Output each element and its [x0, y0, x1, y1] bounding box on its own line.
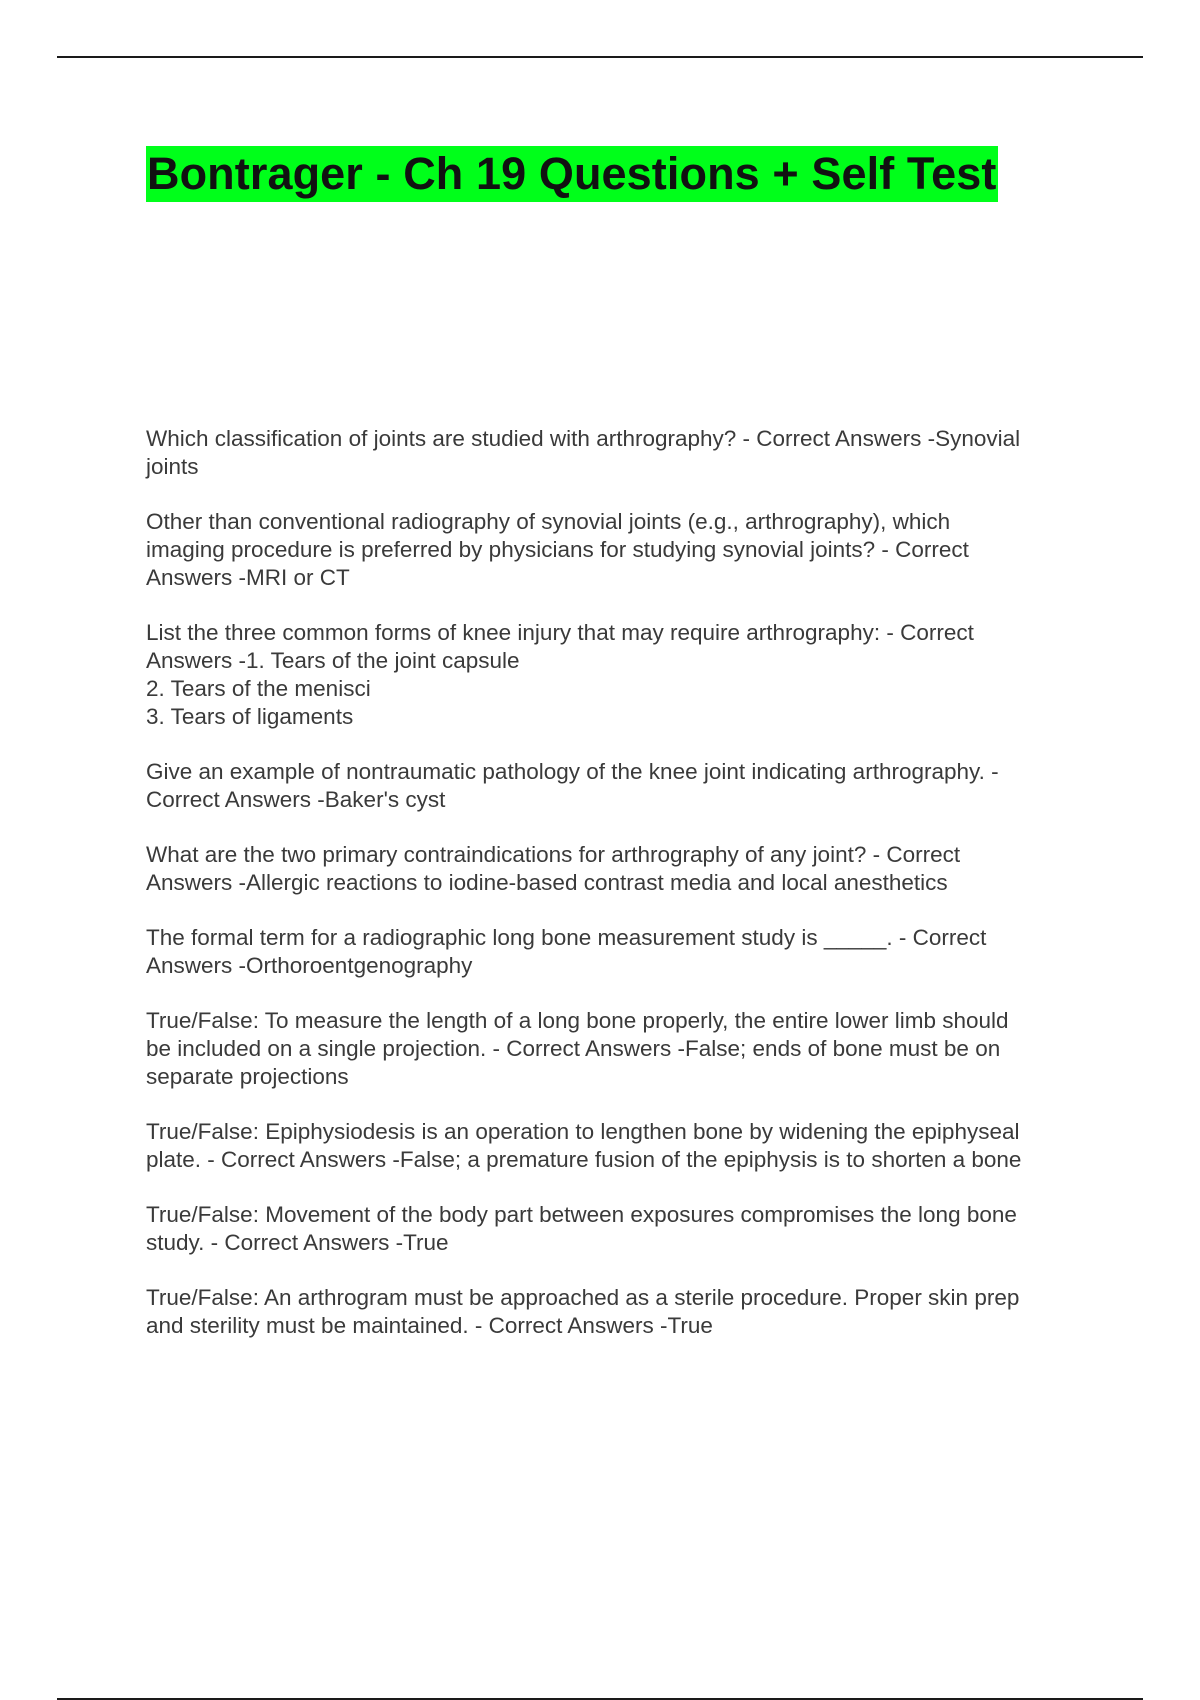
qa-line: Answers -Orthoroentgenography: [146, 953, 473, 978]
qa-line: True/False: Epiphysiodesis is an operation to lengthen bone by widening the epiphyseal: [146, 1119, 1020, 1144]
qa-list: [146, 425, 1096, 1367]
qa-line: 3. Tears of ligaments: [146, 704, 354, 729]
qa-item: [146, 841, 1096, 897]
qa-line: separate projections: [146, 1064, 349, 1089]
header-rule: [57, 56, 1143, 58]
qa-item: [146, 1284, 1096, 1340]
qa-item: [146, 924, 1096, 980]
qa-item: [146, 1201, 1096, 1257]
qa-line: Answers -MRI or CT: [146, 565, 350, 590]
qa-item: [146, 1007, 1096, 1091]
qa-line: plate. - Correct Answers -False; a premature fusion of the epiphysis is to shorten a bone: [146, 1147, 1022, 1172]
qa-line: imaging procedure is preferred by physicians for studying synovial joints? - Correct: [146, 537, 969, 562]
qa-item: [146, 619, 1096, 731]
qa-line: and sterility must be maintained. - Correct Answers -True: [146, 1313, 713, 1338]
qa-line: The formal term for a radiographic long bone measurement study is _____. - Correct: [146, 925, 987, 950]
qa-line: Correct Answers -Baker's cyst: [146, 787, 446, 812]
qa-item: [146, 758, 1096, 814]
qa-line: study. - Correct Answers -True: [146, 1230, 449, 1255]
qa-line: True/False: Movement of the body part between exposures compromises the long bone: [146, 1202, 1017, 1227]
qa-line: joints: [146, 454, 199, 479]
qa-line: True/False: To measure the length of a long bone properly, the entire lower limb should: [146, 1008, 1009, 1033]
qa-line: Answers -Allergic reactions to iodine-based contrast media and local anesthetics: [146, 870, 948, 895]
qa-line: be included on a single projection. - Correct Answers -False; ends of bone must be on: [146, 1036, 1001, 1061]
qa-item: [146, 508, 1096, 592]
qa-line: Which classification of joints are studied with arthrography? - Correct Answers -Synovial: [146, 426, 1021, 451]
qa-line: Give an example of nontraumatic pathology of the knee joint indicating arthrography. -: [146, 759, 999, 784]
qa-line: 2. Tears of the menisci: [146, 676, 371, 701]
document-title: Bontrager - Ch 19 Questions + Self Test: [146, 146, 998, 202]
qa-line: List the three common forms of knee injury that may require arthrography: - Correct: [146, 620, 974, 645]
qa-item: [146, 425, 1096, 481]
qa-line: Other than conventional radiography of synovial joints (e.g., arthrography), which: [146, 509, 951, 534]
qa-line: Answers -1. Tears of the joint capsule: [146, 648, 520, 673]
qa-line: True/False: An arthrogram must be approached as a sterile procedure. Proper skin prep: [146, 1285, 1020, 1310]
qa-item: [146, 1118, 1096, 1174]
title-block: [146, 146, 998, 202]
qa-line: What are the two primary contraindications for arthrography of any joint? - Correct: [146, 842, 961, 867]
